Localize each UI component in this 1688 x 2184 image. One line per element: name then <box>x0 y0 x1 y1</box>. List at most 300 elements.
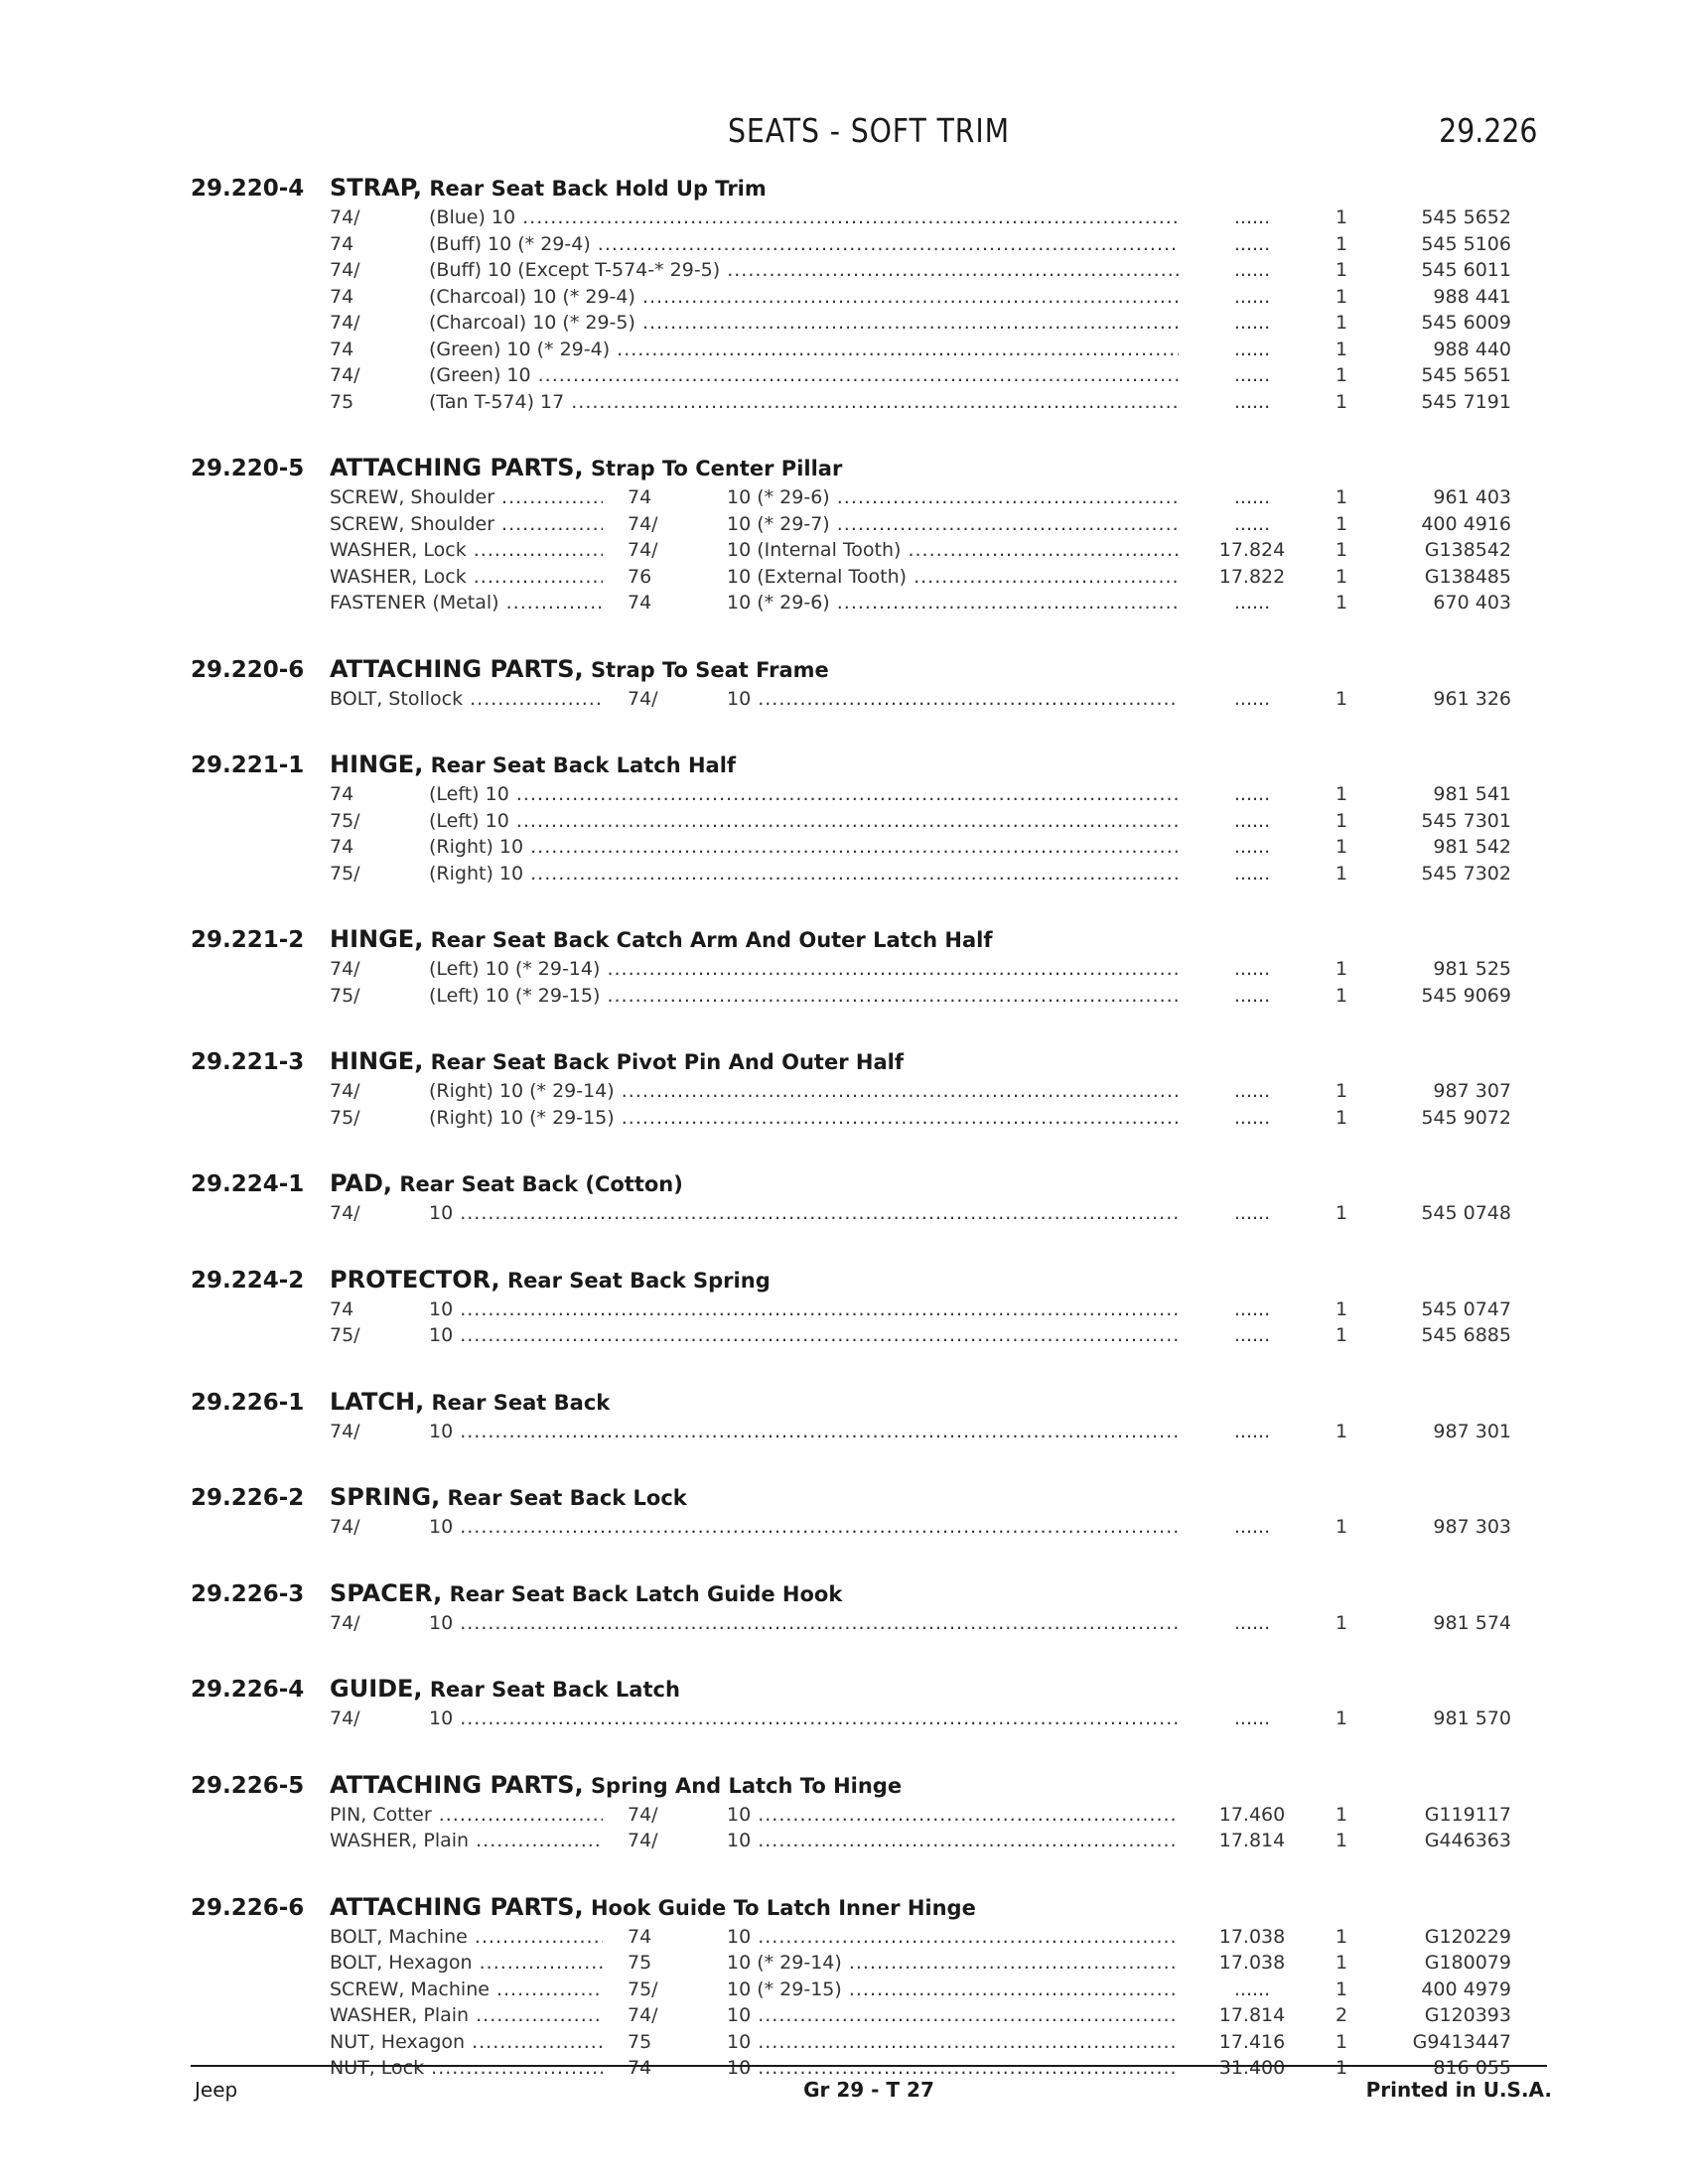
quantity: 1 <box>1335 1707 1348 1729</box>
footer-group-ref: Gr 29 - T 27 <box>803 2078 934 2102</box>
part-name: NUT, Lock ..... <box>330 2057 603 2079</box>
model-code: 74 <box>330 783 354 805</box>
section-title <box>330 655 829 683</box>
section-keyword: ATTACHING PARTS, <box>330 454 584 481</box>
section-number: 29.224-1 <box>191 1171 305 1197</box>
section-header <box>0 454 1688 486</box>
parts-section <box>0 655 1688 715</box>
part-name: BOLT, Hexagon ..... <box>330 1952 603 1974</box>
quantity: 1 <box>1335 592 1348 614</box>
model-code: 74/ <box>628 1803 658 1826</box>
quantity: 1 <box>1335 958 1348 980</box>
part-row <box>0 391 1688 418</box>
section-keyword: STRAP, <box>330 174 423 202</box>
model-code: 74 <box>330 836 354 858</box>
model-code: 74/ <box>628 539 658 561</box>
part-number: 961 326 <box>1433 687 1511 710</box>
group-number: ...... <box>1233 1106 1271 1129</box>
group-number: ...... <box>1233 206 1271 228</box>
section-number: 29.226-2 <box>191 1485 305 1511</box>
part-row <box>0 985 1688 1012</box>
section-keyword: ATTACHING PARTS, <box>330 1770 584 1799</box>
model-code: 74 <box>330 338 354 360</box>
part-row <box>0 312 1688 339</box>
parts-section <box>0 1771 1688 1856</box>
model-code: 75/ <box>330 1324 360 1346</box>
group-number: ...... <box>1233 364 1271 386</box>
part-row <box>0 486 1688 513</box>
part-name: WASHER, Lock ..... <box>330 539 603 561</box>
section-description: Strap To Seat Frame <box>590 657 829 682</box>
part-row <box>0 1979 1688 2005</box>
model-code: 74/ <box>330 958 360 980</box>
section-header <box>0 1579 1688 1612</box>
part-description: (Right) 10 (* 29-15) ..... <box>429 1107 1179 1129</box>
parts-section <box>0 1388 1688 1447</box>
part-description: 10 ..... <box>727 2004 1179 2026</box>
part-number: G120229 <box>1424 1925 1511 1948</box>
part-row <box>0 2031 1688 2058</box>
section-title <box>330 1771 902 1799</box>
parts-list <box>0 174 1688 2120</box>
quantity: 1 <box>1335 984 1348 1007</box>
quantity: 1 <box>1335 1925 1348 1948</box>
section-keyword: HINGE, <box>330 751 424 778</box>
section-title <box>330 1893 976 1921</box>
part-name: SCREW, Shoulder ..... <box>330 486 603 508</box>
part-name: WASHER, Plain ..... <box>330 2004 603 2026</box>
quantity: 1 <box>1335 1297 1348 1320</box>
part-description: (Tan T-574) 17 ..... <box>429 391 1179 413</box>
quantity: 1 <box>1335 1611 1348 1634</box>
group-number: ...... <box>1233 1978 1271 2000</box>
part-number: 981 541 <box>1433 783 1511 805</box>
part-description: 10 ..... <box>429 1298 1179 1320</box>
part-row <box>0 1952 1688 1979</box>
section-description: Rear Seat Back Latch Half <box>430 753 737 777</box>
page-header <box>0 111 1688 161</box>
quantity: 1 <box>1335 1106 1348 1129</box>
part-number: 545 7191 <box>1421 390 1511 413</box>
group-number: ...... <box>1233 1420 1271 1442</box>
footer-printed: Printed in U.S.A. <box>1365 2078 1552 2102</box>
part-description: (Green) 10 ..... <box>429 364 1179 386</box>
group-number: ...... <box>1233 338 1271 360</box>
model-code: 74/ <box>330 312 360 334</box>
part-description: (Charcoal) 10 (* 29-5) ..... <box>429 312 1179 334</box>
section-title <box>330 454 842 481</box>
group-number: ...... <box>1233 486 1271 508</box>
model-code: 74/ <box>330 259 360 281</box>
section-title <box>330 1266 771 1294</box>
group-number: ...... <box>1233 512 1271 535</box>
page-number: 29.226 <box>1438 111 1537 150</box>
parts-section <box>0 1579 1688 1639</box>
section-title <box>330 925 992 953</box>
part-description: 10 ..... <box>727 2057 1179 2079</box>
part-number: 545 9069 <box>1421 984 1511 1007</box>
model-code: 74 <box>330 232 354 255</box>
part-row <box>0 1298 1688 1325</box>
part-row <box>0 810 1688 837</box>
section-keyword: ATTACHING PARTS, <box>330 1892 584 1921</box>
section-title <box>330 751 736 778</box>
part-description: (Left) 10 ..... <box>429 783 1179 805</box>
part-number: 981 542 <box>1433 836 1511 858</box>
part-number: 545 0748 <box>1421 1202 1511 1224</box>
part-description: (Green) 10 (* 29-4) ..... <box>429 339 1179 360</box>
part-number: 981 570 <box>1433 1707 1511 1729</box>
part-row <box>0 539 1688 566</box>
quantity: 1 <box>1335 1516 1348 1538</box>
part-row <box>0 566 1688 593</box>
section-header <box>0 925 1688 958</box>
section-header <box>0 1893 1688 1926</box>
section-number: 29.221-2 <box>191 927 305 953</box>
part-number: 545 9072 <box>1421 1106 1511 1129</box>
model-code: 74/ <box>628 512 658 535</box>
section-header <box>0 1266 1688 1298</box>
quantity: 1 <box>1335 687 1348 710</box>
section-description: Rear Seat Back Spring <box>506 1268 771 1293</box>
parts-section <box>0 1047 1688 1133</box>
group-number: ...... <box>1233 1297 1271 1320</box>
part-description: (Left) 10 ..... <box>429 810 1179 832</box>
section-title <box>330 1169 683 1197</box>
quantity: 1 <box>1335 338 1348 360</box>
group-number: 17.814 <box>1218 1830 1286 1851</box>
section-title <box>330 1579 842 1607</box>
section-number: 29.220-4 <box>191 176 305 202</box>
quantity: 1 <box>1335 512 1348 535</box>
section-number: 29.226-5 <box>191 1772 305 1799</box>
part-description: (Right) 10 (* 29-14) ..... <box>429 1080 1179 1102</box>
part-name: SCREW, Machine ..... <box>330 1979 603 2000</box>
section-number: 29.226-4 <box>191 1677 305 1703</box>
quantity: 1 <box>1335 539 1348 561</box>
model-code: 76 <box>628 565 652 588</box>
quantity: 1 <box>1335 1420 1348 1442</box>
part-number: 545 7301 <box>1421 809 1511 832</box>
model-code: 75/ <box>330 1106 360 1129</box>
group-number: 17.814 <box>1218 2004 1286 2026</box>
part-name: PIN, Cotter ..... <box>330 1804 603 1826</box>
section-keyword: PROTECTOR, <box>330 1265 500 1294</box>
section-keyword: ATTACHING PARTS, <box>330 654 584 683</box>
part-description: (Left) 10 (* 29-14) ..... <box>429 958 1179 980</box>
part-number: G119117 <box>1424 1803 1511 1826</box>
part-number: 545 5106 <box>1421 232 1511 255</box>
model-code: 75/ <box>330 862 360 885</box>
part-number: 545 6885 <box>1421 1324 1511 1346</box>
part-description: 10 (Internal Tooth) ..... <box>727 539 1179 561</box>
group-number: ...... <box>1233 687 1271 710</box>
section-header <box>0 1483 1688 1516</box>
quantity: 1 <box>1335 1803 1348 1826</box>
quantity: 1 <box>1335 259 1348 281</box>
part-row <box>0 1107 1688 1134</box>
section-description: Rear Seat Back Latch <box>429 1678 680 1702</box>
group-number: 17.460 <box>1218 1803 1286 1826</box>
part-description: 10 ..... <box>429 1516 1179 1538</box>
part-number: G120393 <box>1424 2004 1511 2026</box>
parts-section <box>0 1893 1688 2084</box>
part-description: 10 ..... <box>727 1926 1179 1948</box>
quantity: 1 <box>1335 206 1348 228</box>
group-number: ...... <box>1233 1516 1271 1538</box>
group-number: ...... <box>1233 1202 1271 1224</box>
part-row <box>0 1612 1688 1639</box>
part-number: G9413447 <box>1412 2030 1511 2053</box>
group-number: ...... <box>1233 836 1271 858</box>
part-description: (Charcoal) 10 (* 29-4) ..... <box>429 286 1179 308</box>
group-number: ...... <box>1233 984 1271 1007</box>
group-number: ...... <box>1233 862 1271 885</box>
parts-section <box>0 1169 1688 1229</box>
section-keyword: GUIDE, <box>330 1675 423 1703</box>
page-title: SEATS - SOFT TRIM <box>728 111 1010 150</box>
part-description: 10 (* 29-15) ..... <box>727 1979 1179 2000</box>
quantity: 2 <box>1335 2004 1348 2026</box>
part-row <box>0 1080 1688 1107</box>
group-number: ...... <box>1233 285 1271 308</box>
group-number: 17.416 <box>1218 2030 1286 2053</box>
model-code: 74 <box>628 2057 652 2079</box>
part-row <box>0 206 1688 233</box>
section-number: 29.221-1 <box>191 752 305 778</box>
part-row <box>0 233 1688 260</box>
part-row <box>0 1516 1688 1543</box>
model-code: 74/ <box>330 1420 360 1442</box>
quantity: 1 <box>1335 862 1348 885</box>
model-code: 74/ <box>330 1080 360 1102</box>
part-number: G138542 <box>1424 539 1511 561</box>
quantity: 1 <box>1335 809 1348 832</box>
section-number: 29.221-3 <box>191 1049 305 1075</box>
section-description: Spring And Latch To Hinge <box>590 1773 903 1798</box>
quantity: 1 <box>1335 2030 1348 2053</box>
group-number: ...... <box>1233 232 1271 255</box>
part-number: 545 5651 <box>1421 364 1511 386</box>
part-number: 988 440 <box>1433 338 1511 360</box>
section-number: 29.220-6 <box>191 656 305 683</box>
quantity: 1 <box>1335 232 1348 255</box>
section-header <box>0 1771 1688 1804</box>
part-name: NUT, Hexagon ..... <box>330 2031 603 2053</box>
part-description: 10 (* 29-6) ..... <box>727 592 1179 614</box>
section-title <box>330 1047 904 1075</box>
part-number: 988 441 <box>1433 285 1511 308</box>
part-number: 545 0747 <box>1421 1297 1511 1320</box>
footer-brand: Jeep <box>195 2078 238 2102</box>
group-number: ...... <box>1233 1707 1271 1729</box>
part-row <box>0 339 1688 365</box>
part-description: 10 (External Tooth) ..... <box>727 566 1179 588</box>
group-number: ...... <box>1233 592 1271 614</box>
quantity: 1 <box>1335 783 1348 805</box>
part-row <box>0 783 1688 810</box>
parts-section <box>0 1675 1688 1734</box>
part-row <box>0 286 1688 313</box>
quantity: 1 <box>1335 565 1348 588</box>
part-name: WASHER, Lock ..... <box>330 566 603 588</box>
part-description: 10 ..... <box>429 1612 1179 1634</box>
model-code: 74/ <box>330 1516 360 1538</box>
model-code: 75 <box>330 390 354 413</box>
group-number: ...... <box>1233 1611 1271 1634</box>
parts-section <box>0 925 1688 1011</box>
part-description: 10 (* 29-7) ..... <box>727 513 1179 535</box>
footer-rule <box>191 2065 1547 2067</box>
group-number: 31.400 <box>1218 2057 1286 2079</box>
part-number: 670 403 <box>1433 592 1511 614</box>
part-number: 545 5652 <box>1421 206 1511 228</box>
section-keyword: HINGE, <box>330 1047 424 1075</box>
quantity: 1 <box>1335 1202 1348 1224</box>
section-description: Rear Seat Back Pivot Pin And Outer Half <box>430 1050 904 1074</box>
part-description: 10 ..... <box>727 2031 1179 2053</box>
section-header <box>0 1675 1688 1707</box>
part-number: 545 6011 <box>1421 259 1511 281</box>
part-description: 10 ..... <box>727 1830 1179 1851</box>
section-number: 29.226-1 <box>191 1389 305 1416</box>
quantity: 1 <box>1335 364 1348 386</box>
part-name: BOLT, Stollock ..... <box>330 688 603 710</box>
model-code: 74/ <box>628 687 658 710</box>
group-number: 17.038 <box>1218 1952 1286 1974</box>
part-number: 987 307 <box>1433 1080 1511 1102</box>
part-row <box>0 513 1688 540</box>
model-code: 74 <box>330 1297 354 1320</box>
model-code: 74/ <box>330 1611 360 1634</box>
part-description: (Left) 10 (* 29-15) ..... <box>429 985 1179 1007</box>
model-code: 74/ <box>330 1202 360 1224</box>
part-row <box>0 836 1688 863</box>
group-number: 17.824 <box>1218 539 1286 561</box>
part-name: BOLT, Machine ..... <box>330 1926 603 1948</box>
group-number: 17.038 <box>1218 1925 1286 1948</box>
part-number: 400 4979 <box>1421 1978 1511 2000</box>
group-number: ...... <box>1233 809 1271 832</box>
section-header <box>0 1047 1688 1080</box>
model-code: 75/ <box>330 984 360 1007</box>
part-number: G446363 <box>1424 1830 1511 1851</box>
quantity: 1 <box>1335 2057 1348 2079</box>
part-description: 10 ..... <box>429 1202 1179 1224</box>
section-title <box>330 174 767 202</box>
part-description: 10 ..... <box>429 1421 1179 1442</box>
part-number: 545 6009 <box>1421 312 1511 334</box>
group-number: ...... <box>1233 259 1271 281</box>
group-number: ...... <box>1233 1080 1271 1102</box>
section-header <box>0 174 1688 206</box>
part-number: 961 403 <box>1433 486 1511 508</box>
part-description: 10 ..... <box>727 688 1179 710</box>
part-description: 10 ..... <box>429 1707 1179 1729</box>
section-header <box>0 751 1688 783</box>
part-description: (Buff) 10 (Except T-574-* 29-5) ..... <box>429 259 1179 281</box>
group-number: ...... <box>1233 783 1271 805</box>
quantity: 1 <box>1335 285 1348 308</box>
quantity: 1 <box>1335 312 1348 334</box>
part-description: 10 ..... <box>429 1324 1179 1346</box>
section-description: Rear Seat Back Lock <box>447 1486 687 1510</box>
parts-section <box>0 1483 1688 1543</box>
part-row <box>0 364 1688 391</box>
model-code: 75 <box>628 1952 652 1974</box>
part-number: 545 7302 <box>1421 862 1511 885</box>
part-number: 987 301 <box>1433 1420 1511 1442</box>
group-number: ...... <box>1233 958 1271 980</box>
section-number: 29.224-2 <box>191 1267 305 1294</box>
part-description: 10 (* 29-6) ..... <box>727 486 1179 508</box>
group-number: ...... <box>1233 390 1271 413</box>
part-description: (Right) 10 ..... <box>429 836 1179 858</box>
model-code: 74/ <box>628 1830 658 1851</box>
section-keyword: HINGE, <box>330 925 424 953</box>
part-number: 981 574 <box>1433 1611 1511 1634</box>
section-description: Rear Seat Back <box>431 1390 611 1415</box>
group-number: 17.822 <box>1218 565 1286 588</box>
section-number: 29.226-6 <box>191 1894 305 1921</box>
part-name: FASTENER (Metal) ..... <box>330 592 603 614</box>
group-number: ...... <box>1233 312 1271 334</box>
section-header <box>0 1169 1688 1202</box>
section-number: 29.220-5 <box>191 456 305 481</box>
section-keyword: SPACER, <box>330 1578 443 1607</box>
model-code: 75 <box>628 2030 652 2053</box>
section-title <box>330 1675 680 1703</box>
quantity: 1 <box>1335 1080 1348 1102</box>
section-description: Rear Seat Back (Cotton) <box>399 1172 683 1196</box>
part-name: WASHER, Plain ..... <box>330 1830 603 1851</box>
model-code: 74 <box>330 285 354 308</box>
model-code: 75/ <box>330 809 360 832</box>
part-description: (Blue) 10 ..... <box>429 206 1179 228</box>
section-header <box>0 1388 1688 1421</box>
quantity: 1 <box>1335 836 1348 858</box>
model-code: 74/ <box>330 206 360 228</box>
quantity: 1 <box>1335 1830 1348 1851</box>
parts-section <box>0 174 1688 417</box>
section-description: Rear Seat Back Hold Up Trim <box>429 177 767 201</box>
group-number: ...... <box>1233 1324 1271 1346</box>
part-row <box>0 1202 1688 1229</box>
model-code: 74 <box>628 486 652 508</box>
quantity: 1 <box>1335 390 1348 413</box>
part-row <box>0 1830 1688 1856</box>
quantity: 1 <box>1335 1978 1348 2000</box>
part-number: G138485 <box>1424 565 1511 588</box>
part-number: G180079 <box>1424 1952 1511 1974</box>
model-code: 75/ <box>628 1978 658 2000</box>
part-number: 816 055 <box>1433 2057 1511 2079</box>
section-title <box>330 1388 610 1416</box>
parts-section <box>0 751 1688 888</box>
model-code: 74 <box>628 592 652 614</box>
part-description: (Buff) 10 (* 29-4) ..... <box>429 233 1179 255</box>
part-row <box>0 1926 1688 1953</box>
parts-section <box>0 1266 1688 1351</box>
section-description: Hook Guide To Latch Inner Hinge <box>590 1895 976 1920</box>
part-row <box>0 688 1688 715</box>
part-number: 981 525 <box>1433 958 1511 980</box>
part-description: (Right) 10 ..... <box>429 863 1179 885</box>
part-row <box>0 958 1688 985</box>
section-title <box>330 1483 687 1511</box>
section-keyword: SPRING, <box>330 1483 441 1511</box>
part-row <box>0 592 1688 618</box>
